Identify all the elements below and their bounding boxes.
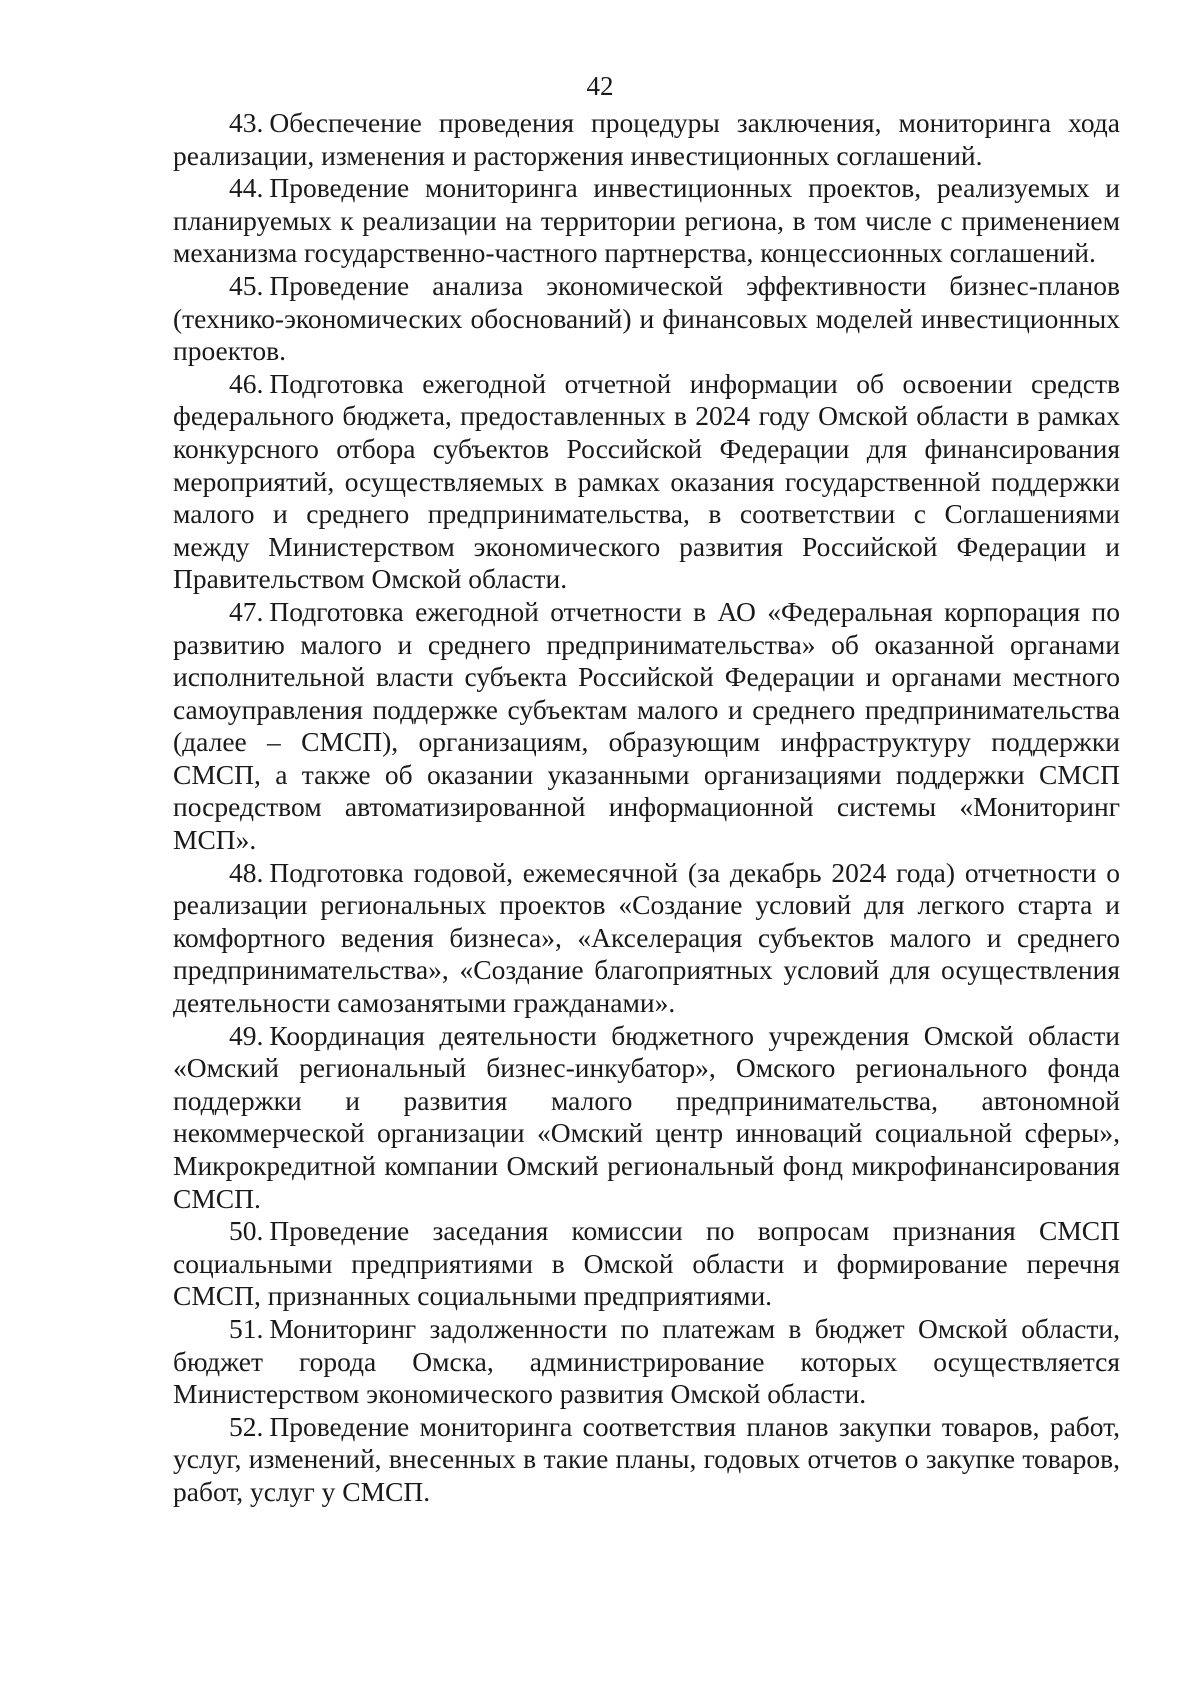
item-number: 47. — [229, 595, 264, 627]
item-number: 43. — [229, 107, 264, 138]
list-item — [173, 172, 1120, 270]
list-item — [173, 1411, 1120, 1509]
list-item — [173, 368, 1120, 596]
list-item — [173, 596, 1120, 857]
item-text: Проведение мониторинга соответствия планов закупки товаров, работ, услуг, изменений, внесенных в такие планы, годовых отчетов о закупке товаров, работ, услуг у СМСП. — [173, 1410, 1120, 1507]
list-item — [173, 857, 1120, 1020]
item-text: Мониторинг задолженности по платежам в бюджет Омской области, бюджет города Омска, администрирование которых осуществляется Министерством экономического развития Омской области. — [173, 1312, 1120, 1410]
item-list — [173, 107, 1120, 1509]
item-text: Координация деятельности бюджетного учреждения Омской области «Омский региональный бизнес-инкубатор», Омского регионального фонда поддержки и развития малого предпринимательства, автономной некоммерческой организации «Омский центр инноваций социальной сферы», Микрокредитной компании Омский региональный фонд микрофинансирования СМСП. — [173, 1019, 1120, 1214]
item-text: Подготовка ежегодной отчетности в АО «Федеральная корпорация по развитию малого и среднего предпринимательства» об оказанной органами исполнительной власти субъекта Российской Федерации и органами местного самоуправления поддержке субъектам малого и среднего предпринимательства (далее – СМСП), организациям, образующим инфраструктуру поддержки СМСП, а также об оказании указанными организациями поддержки СМСП посредством автоматизированной информационной системы «Мониторинг МСП». — [173, 595, 1120, 856]
item-text: Проведение анализа экономической эффективности бизнес-планов (технико-экономических обоснований) и финансовых моделей инвестиционных проектов. — [173, 269, 1120, 367]
item-number: 45. — [229, 269, 264, 301]
list-item — [173, 1215, 1120, 1313]
item-text: Подготовка ежегодной отчетной информации об освоении средств федерального бюджета, предоставленных в 2024 году Омской области в рамках конкурсного отбора субъектов Российской Федерации для финансирования мероприятий, осуществляемых в рамках оказания государственной поддержки малого и среднего предпринимательства, в соответствии с Соглашениями между Министерством экономического развития Российской Федерации и Правительством Омской области. — [173, 367, 1120, 595]
item-number: 51. — [229, 1312, 264, 1344]
list-item — [173, 270, 1120, 368]
item-text: Обеспечение проведения процедуры заключения, мониторинга хода реализации, изменения и расторжения инвестиционных соглашений. — [173, 107, 1120, 171]
item-number: 52. — [229, 1410, 264, 1442]
list-item — [173, 1020, 1120, 1216]
list-item — [173, 107, 1120, 172]
item-number: 49. — [229, 1019, 264, 1051]
page-number: 42 — [586, 71, 614, 101]
item-text: Проведение заседания комиссии по вопросам признания СМСП социальными предприятиями в Омской области и формирование перечня СМСП, признанных социальными предприятиями. — [173, 1215, 1120, 1312]
item-number: 48. — [229, 856, 264, 888]
item-number: 44. — [229, 172, 264, 204]
item-text: Проведение мониторинга инвестиционных проектов, реализуемых и планируемых к реализации на территории региона, в том числе с применением механизма государственно-частного партнерства, концессионных соглашений. — [173, 172, 1120, 269]
item-text: Подготовка годовой, ежемесячной (за декабрь 2024 года) отчетности о реализации региональных проектов «Создание условий для легкого старта и комфортного ведения бизнеса», «Акселерация субъектов малого и среднего предпринимательства», «Создание благоприятных условий для осуществления деятельности самозанятыми гражданами». — [173, 856, 1120, 1019]
item-number: 46. — [229, 367, 264, 399]
list-item — [173, 1313, 1120, 1411]
item-number: 50. — [229, 1215, 264, 1247]
